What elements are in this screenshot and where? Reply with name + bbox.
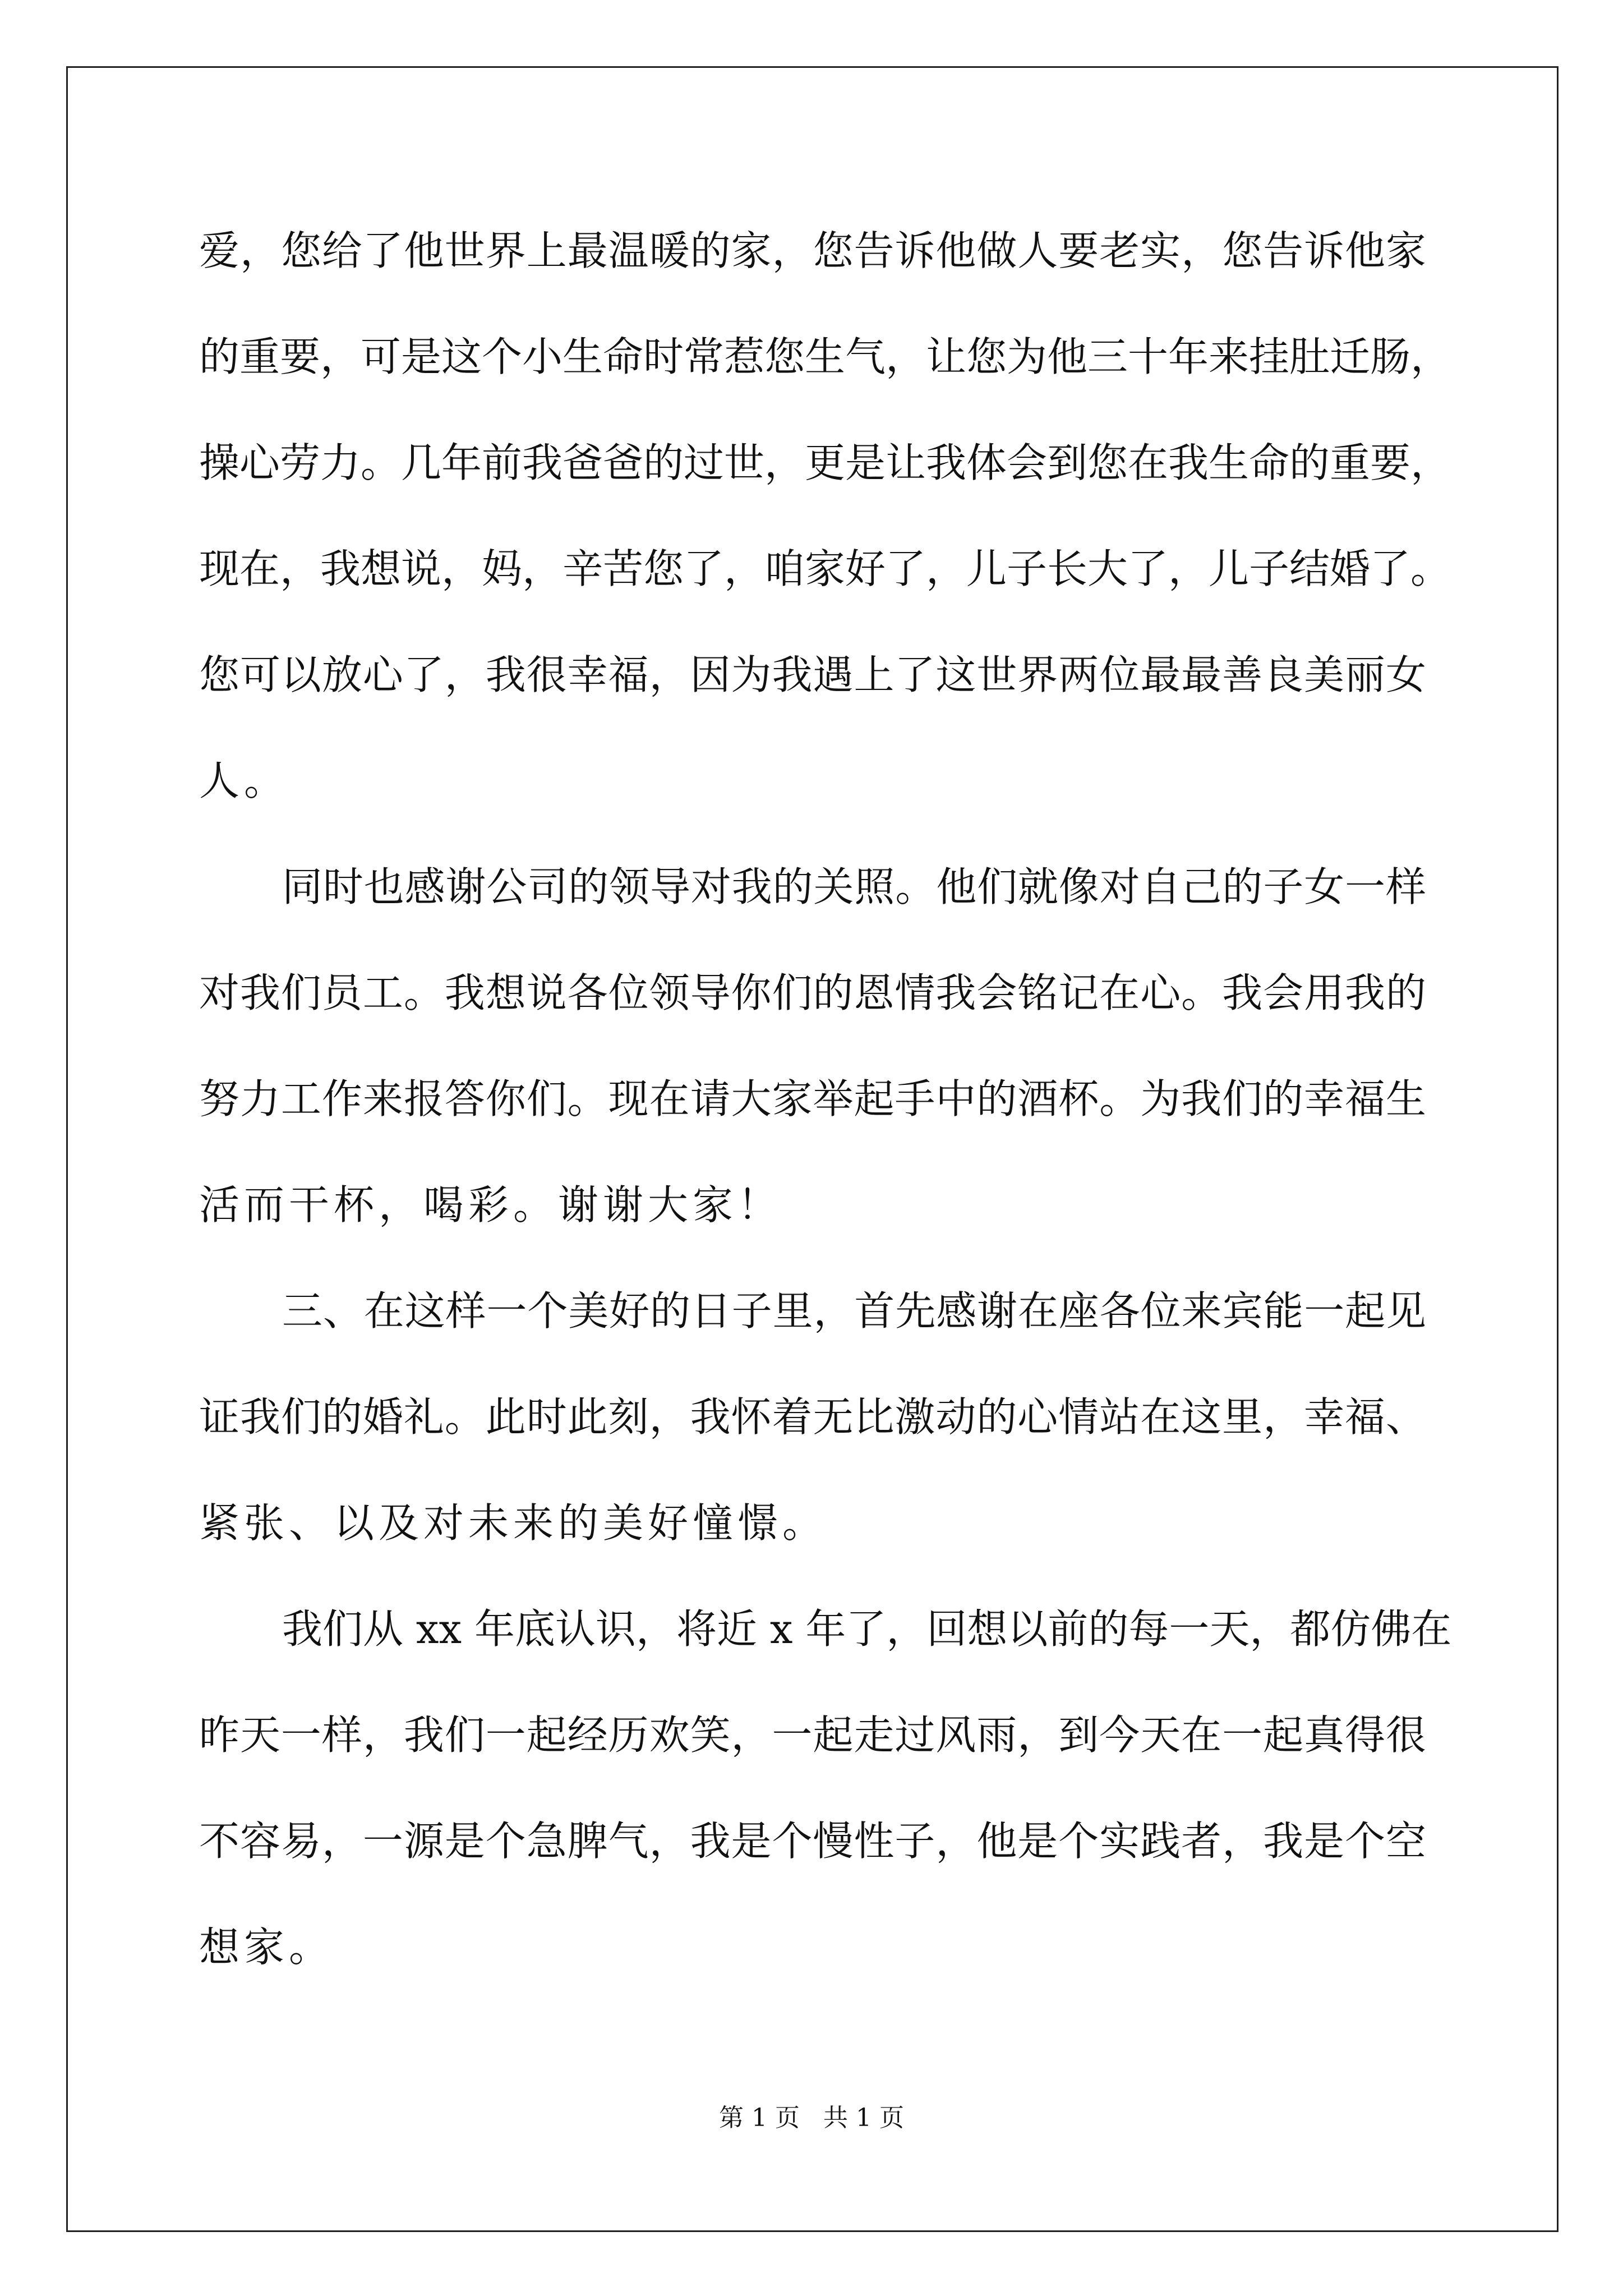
paragraph-first-line: 我们从 xx 年底认识，将近 x 年了，回想以前的每一天，都仿佛在 — [282, 1605, 1452, 1653]
text-line: 努力工作来报答你们。现在请大家举起手中的酒杯。为我们的幸福生 — [199, 1075, 1426, 1122]
text-line: 紧张、以及对未来的美好憧憬。 — [199, 1499, 828, 1547]
text-line: 的重要，可是这个小生命时常惹您生气，让您为他三十年来挂肚迁肠， — [199, 333, 1451, 380]
text-line: 爱，您给了他世界上最温暖的家，您告诉他做人要老实，您告诉他家 — [199, 227, 1426, 274]
text-line: 想家。 — [199, 1924, 334, 1971]
text-line: 昨天一样，我们一起经历欢笑，一起走过风雨，到今天在一起真得很 — [199, 1711, 1426, 1759]
text-line: 您可以放心了，我很幸福，因为我遇上了这世界两位最最善良美丽女 — [199, 651, 1426, 698]
text-line: 不容易，一源是个急脾气，我是个慢性子，他是个实践者，我是个空 — [199, 1818, 1426, 1865]
text-line: 现在，我想说，妈，辛苦您了，咱家好了，儿子长大了，儿子结婚了。 — [199, 545, 1451, 592]
text-line: 操心劳力。几年前我爸爸的过世，更是让我体会到您在我生命的重要， — [199, 439, 1451, 486]
page-border — [66, 66, 1559, 2232]
text-line: 活而干杯，喝彩。谢谢大家！ — [199, 1181, 783, 1228]
paragraph-first-line: 三、在这样一个美好的日子里，首先感谢在座各位来宾能一起见 — [282, 1287, 1426, 1335]
paragraph-first-line: 同时也感谢公司的领导对我的关照。他们就像对自己的子女一样 — [282, 863, 1426, 910]
page-number-footer: 第 1 页 共 1 页 — [719, 2104, 904, 2132]
text-line: 人。 — [199, 757, 289, 804]
text-line: 对我们员工。我想说各位领导你们的恩情我会铭记在心。我会用我的 — [199, 969, 1426, 1016]
text-line: 证我们的婚礼。此时此刻，我怀着无比激动的心情站在这里，幸福、 — [199, 1393, 1426, 1441]
